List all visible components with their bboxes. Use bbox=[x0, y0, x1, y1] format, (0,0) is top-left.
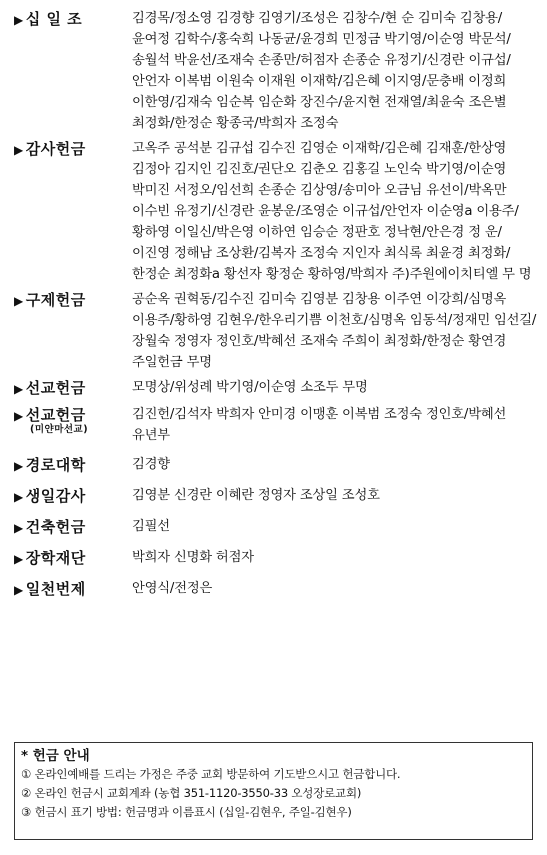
category-names: 김필선 bbox=[132, 519, 170, 534]
category-names: 김진헌/김석자 박희자 안미경 이맹훈 이복범 조정숙 정인호/박혜선 유년부 bbox=[132, 407, 507, 443]
category-elder-college bbox=[14, 454, 538, 477]
category-names: 안영식/전정은 bbox=[132, 581, 213, 596]
category-names: 모명상/위성례 박기영/이순영 소조두 무명 bbox=[132, 380, 368, 395]
triangle-icon: ▶ bbox=[14, 294, 24, 308]
notice-line: ② 온라인 헌금시 교회계좌 (농협 351-1120-3550-33 오성장로교회) bbox=[21, 786, 362, 800]
category-label: ▶ 일천번제 bbox=[14, 580, 86, 598]
category-birthday bbox=[14, 485, 538, 508]
category-names: 공순옥 권혁동/김수진 김미숙 김영분 김창용 이주연 이강희/심명옥 이용주/황하영 김현우/한우리기쁨 이천호/심명옥 임동석/정재민 임선길/장월숙 정영자 정인호/박혜선 조재숙 주희이 최정화/한정순 황연경 주일헌금 무명 bbox=[132, 292, 537, 370]
triangle-icon: ▶ bbox=[14, 552, 24, 566]
category-relief bbox=[14, 289, 538, 373]
category-label: ▶ 장학재단 bbox=[14, 549, 86, 567]
category-tithe bbox=[14, 8, 538, 134]
category-sublabel: (미얀마선교) bbox=[30, 424, 89, 435]
offering-list bbox=[14, 8, 538, 609]
triangle-icon: ▶ bbox=[14, 490, 24, 504]
offering-notice-box bbox=[14, 742, 533, 840]
triangle-icon: ▶ bbox=[14, 459, 24, 473]
category-label: ▶ 선교헌금 (미얀마선교) bbox=[14, 404, 132, 435]
category-label: ▶ 생일감사 bbox=[14, 487, 86, 505]
category-label: ▶ 선교헌금 bbox=[14, 379, 86, 397]
triangle-icon: ▶ bbox=[14, 583, 24, 597]
category-names: 김영분 신경란 이혜란 정영자 조상일 조성호 bbox=[132, 488, 380, 503]
category-mission-myanmar bbox=[14, 404, 538, 446]
category-building bbox=[14, 516, 538, 539]
category-names: 김경향 bbox=[132, 457, 170, 472]
category-mission bbox=[14, 377, 538, 400]
category-thousand-offering bbox=[14, 578, 538, 601]
category-names: 고옥주 공석분 김규섭 김수진 김영순 이재학/김은혜 김재훈/한상영 김정아 김지인 김진호/권단오 김춘오 김홍길 노인숙 박기영/이순영 박미진 서정오/임선희 손종순 김상영/송미아 오금님 유선이/박옥만 이수빈 유정기/신경란 윤봉운/조영순 이규섭/안언자 이순영a 이용주/황하영 이일신/박은영 이하연 임승순 정판호 정낙현/안은경 정 운/이진영 정해남 조상환/김복자 조정숙 지인자 최식록 최윤경 최정화/한정순 최정화a 황선자 황정순 황하영/박희자 주)주원에이치티엘 무 명 bbox=[132, 141, 532, 282]
category-label: ▶ 구제헌금 bbox=[14, 291, 86, 309]
notice-line: ③ 헌금시 표기 방법: 헌금명과 이름표시 (십일-김현우, 주일-김현우) bbox=[21, 805, 352, 819]
notice-line: ① 온라인예배를 드리는 가정은 주중 교회 방문하여 기도받으시고 헌금합니다. bbox=[21, 767, 401, 781]
triangle-icon: ▶ bbox=[14, 409, 24, 423]
triangle-icon: ▶ bbox=[14, 382, 24, 396]
category-thanksgiving bbox=[14, 138, 538, 285]
category-label: ▶ 감사헌금 bbox=[14, 140, 86, 158]
triangle-icon: ▶ bbox=[14, 13, 24, 27]
category-names: 박희자 신명화 허점자 bbox=[132, 550, 254, 565]
triangle-icon: ▶ bbox=[14, 143, 24, 157]
category-scholarship bbox=[14, 547, 538, 570]
category-names: 김경목/정소영 김경향 김영기/조성은 김창수/현 순 김미숙 김창용/윤여정 김학수/홍숙희 나동균/윤경희 민정금 박기영/이순영 박문석/송월석 박윤선/조재숙 손종만/허점자 손종순 유정기/신경란 이규섭/안언자 이복범 이원숙 이재원 이재학/김은혜 이지영/문충배 이정희 이한영/김재숙 임순복 임순화 장진수/윤지현 전재열/최윤숙 조은별 최정화/한정순 황종국/박희자 조정숙 bbox=[132, 11, 511, 131]
triangle-icon: ▶ bbox=[14, 521, 24, 535]
category-label: ▶ 십 일 조 bbox=[14, 10, 83, 28]
notice-title: * 헌금 안내 bbox=[21, 748, 90, 764]
category-label: ▶ 건축헌금 bbox=[14, 518, 86, 536]
category-label: ▶ 경로대학 bbox=[14, 456, 86, 474]
